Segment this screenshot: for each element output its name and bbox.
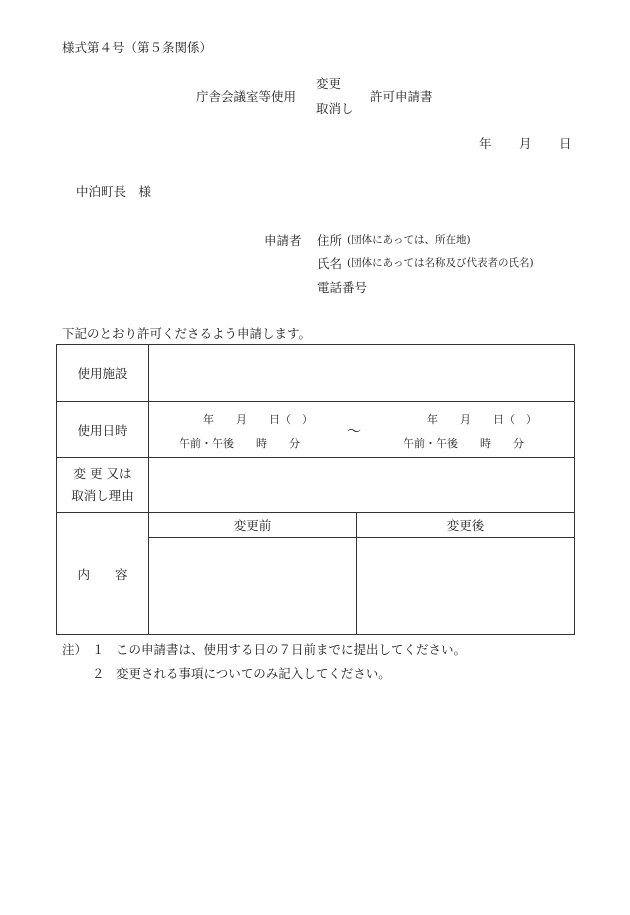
content-header-row	[57, 513, 575, 538]
reason-label	[57, 458, 149, 513]
address-note: (団体にあっては、所在地)	[347, 234, 471, 246]
content-label: 内 容	[57, 513, 149, 635]
addressee: 中泊町長 様	[76, 184, 152, 199]
after-field[interactable]	[357, 538, 575, 635]
note-1-text: この申請書は、使用する日の７日前までに提出してください。	[116, 642, 467, 657]
datetime-row	[57, 402, 575, 458]
name-label: 氏名	[317, 256, 343, 271]
address-label: 住所	[317, 233, 343, 248]
note-2-text: 変更される事項についてのみ記入してください。	[116, 666, 391, 681]
facility-row	[57, 345, 575, 402]
date-year: 年	[479, 136, 492, 151]
facility-label: 使用施設	[57, 345, 149, 402]
title-prefix: 庁舎会議室等使用	[196, 89, 297, 104]
title-suffix: 許可申請書	[370, 89, 433, 104]
before-label: 変更前	[149, 513, 357, 538]
notes-prefix: 注）	[62, 642, 88, 657]
reason-label-line1: 変 更 又は	[73, 466, 132, 481]
reason-field[interactable]	[149, 458, 575, 513]
date-day: 日	[559, 136, 572, 151]
request-sentence: 下記のとおり許可くださるよう申請します。	[62, 326, 312, 341]
end-time: 午前・午後 時 分	[403, 436, 524, 450]
facility-field[interactable]	[149, 345, 575, 402]
end-date: 年 月 日（ ）	[427, 412, 537, 426]
before-field[interactable]	[149, 538, 357, 635]
application-table	[56, 344, 575, 635]
note-2-number: ２	[92, 666, 105, 681]
datetime-label: 使用日時	[57, 402, 149, 458]
start-time: 午前・午後 時 分	[179, 436, 300, 450]
start-date: 年 月 日（ ）	[203, 412, 313, 426]
note-1-number: １	[92, 642, 105, 657]
reason-row	[57, 458, 575, 513]
title-option-change: 変更	[316, 76, 342, 91]
form-number: 様式第４号（第５条関係）	[62, 40, 213, 55]
phone-label: 電話番号	[317, 280, 368, 295]
applicant-label: 申請者	[264, 233, 302, 248]
datetime-field[interactable]	[149, 402, 575, 458]
reason-label-line2: 取消し理由	[71, 488, 134, 503]
date-month: 月	[519, 136, 532, 151]
range-tilde: ～	[347, 423, 361, 440]
name-note: (団体にあっては名称及び代表者の氏名)	[347, 257, 534, 269]
title-option-cancel: 取消し	[316, 101, 354, 116]
after-label: 変更後	[357, 513, 575, 538]
